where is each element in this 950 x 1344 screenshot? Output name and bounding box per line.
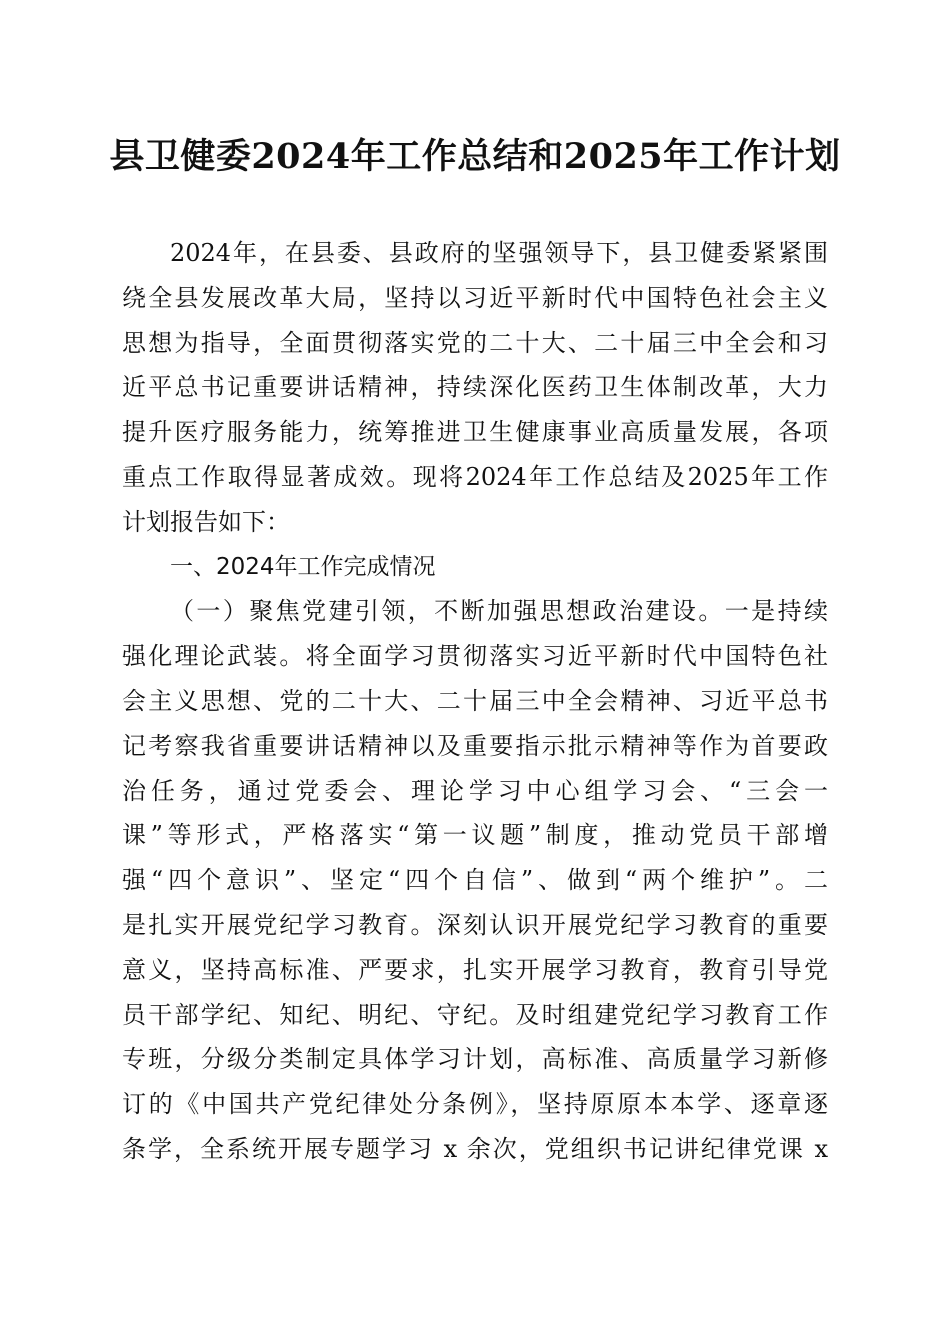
section-line: 记考察我省重要讲话精神以及重要指示批示精神等作为首要政 bbox=[122, 731, 828, 760]
document-title: 县卫健委2024年工作总结和2025年工作计划 bbox=[109, 136, 841, 177]
section-heading: 一、2024年工作完成情况 bbox=[170, 553, 436, 580]
intro-line: 提升医疗服务能力，统筹推进卫生健康事业高质量发展，各项 bbox=[122, 418, 828, 447]
section-line: 员干部学纪、知纪、明纪、守纪。及时组建党纪学习教育工作 bbox=[122, 1000, 828, 1029]
document-body bbox=[122, 231, 828, 1172]
section-line: 意义，坚持高标准、严要求，扎实开展学习教育，教育引导党 bbox=[122, 955, 828, 984]
section-line: 治任务，通过党委会、理论学习中心组学习会、“三会一 bbox=[122, 776, 828, 805]
section-line: 会主义思想、党的二十大、二十届三中全会精神、习近平总书 bbox=[122, 686, 828, 715]
section-line: 课”等形式，严格落实“第一议题”制度，推动党员干部增 bbox=[122, 821, 828, 850]
section-line: 是扎实开展党纪学习教育。深刻认识开展党纪学习教育的重要 bbox=[122, 910, 828, 939]
section-line: （一）聚焦党建引领，不断加强思想政治建设。一是持续 bbox=[170, 597, 828, 626]
intro-line: 计划报告如下： bbox=[122, 507, 290, 536]
intro-line: 绕全县发展改革大局，坚持以习近平新时代中国特色社会主义 bbox=[122, 283, 828, 312]
section-line: 强化理论武装。将全面学习贯彻落实习近平新时代中国特色社 bbox=[122, 642, 828, 671]
section-line: 订的《中国共产党纪律处分条例》，坚持原原本本学、逐章逐 bbox=[122, 1090, 828, 1119]
section-line: 条学，全系统开展专题学习 x 余次，党组织书记讲纪律党课 x bbox=[122, 1134, 828, 1163]
intro-line: 思想为指导，全面贯彻落实党的二十大、二十届三中全会和习 bbox=[122, 328, 828, 357]
section-line: 强“四个意识”、坚定“四个自信”、做到“两个维护”。二 bbox=[122, 866, 828, 895]
intro-line: 近平总书记重要讲话精神，持续深化医药卫生体制改革，大力 bbox=[122, 373, 828, 402]
intro-line: 2024年，在县委、县政府的坚强领导下，县卫健委紧紧围 bbox=[170, 239, 828, 267]
intro-line: 重点工作取得显著成效。现将2024年工作总结及2025年工作 bbox=[122, 462, 828, 491]
section-line: 专班，分级分类制定具体学习计划，高标准、高质量学习新修 bbox=[122, 1045, 828, 1074]
